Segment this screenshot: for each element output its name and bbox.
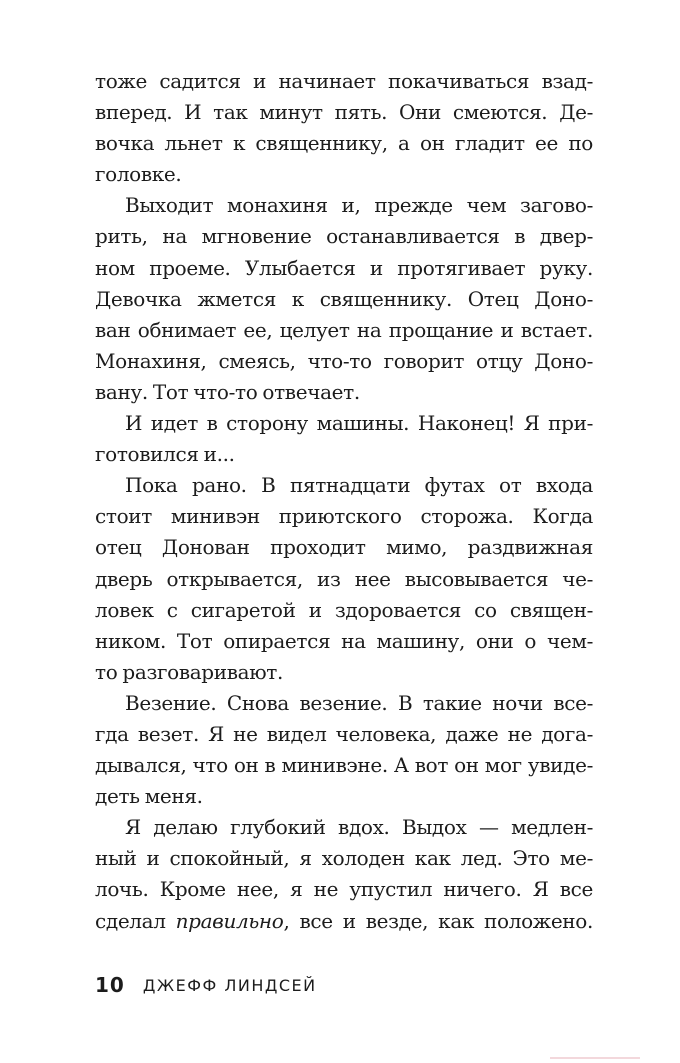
text-run: сделал (95, 908, 176, 933)
text-line: дывался, что он в минивэне. А вот он мог увиде- (95, 753, 593, 778)
text-line: головке. (95, 162, 182, 187)
text-line: вочка льнет к священнику, а он гладит ее по (95, 131, 593, 156)
text-line: Девочка жмется к священнику. Отец Донo- (95, 286, 593, 311)
paragraph (95, 688, 593, 812)
text-line: Пока рано. В пятнадцати футах от входа (125, 473, 593, 498)
emphasized-word: правильно (175, 908, 284, 933)
text-line: дверь открывается, из нее высовывается че- (95, 566, 593, 591)
text-line: Везение. Снова везение. В такие ночи все- (125, 690, 593, 715)
paragraph (95, 66, 593, 190)
text-line: ником. Тот опирается на машину, они о чем- (95, 628, 593, 653)
text-line: лочь. Кроме нее, я не упустил ничего. Я все (95, 877, 593, 902)
text-line: ном проеме. Улыбается и протягивает руку. (95, 255, 593, 280)
text-line: деть меня. (95, 784, 203, 809)
text-line: отец Донован проходит мимо, раздвижная (95, 535, 593, 560)
text-line-final (95, 906, 593, 937)
paragraph (95, 408, 593, 470)
text-line: вану. Тот что-то отвечает. (95, 379, 360, 404)
text-line: вперед. И так минут пять. Они смеются. Де- (95, 100, 593, 125)
text-line: ный и спокойный, я холоден как лед. Это ме- (95, 846, 593, 871)
paragraph (95, 812, 593, 936)
text-line: Я делаю глубокий вдох. Выдох — медлен- (125, 815, 593, 840)
paragraph (95, 470, 593, 688)
text-line: Монахиня, смеясь, что-то говорит отцу Доно- (95, 348, 593, 373)
text-line: тоже садится и начинает покачиваться взад- (95, 69, 593, 93)
page-footer (95, 972, 317, 998)
text-run: , все и везде, как положено. (283, 908, 593, 933)
text-line: ван обнимает ее, целует на прощание и встает. (95, 317, 593, 342)
text-line: рить, на мгновение останавливается в двер- (95, 224, 593, 249)
page-number: 10 (95, 973, 125, 997)
text-line: гда везет. Я не видел человека, даже не дога- (95, 721, 593, 746)
running-head-author: ДЖЕФФ ЛИНДСЕЙ (142, 975, 317, 995)
body-text (95, 66, 593, 937)
paragraph (95, 190, 593, 408)
text-line: готовился и... (95, 442, 235, 467)
text-line: то разговаривают. (95, 659, 284, 684)
text-line: И идет в сторону машины. Наконец! Я при- (125, 411, 593, 436)
text-line: Выходит монахиня и, прежде чем загово- (125, 193, 593, 218)
text-line: стоит минивэн приютского сторожа. Когда (95, 504, 593, 529)
text-line: ловек с сигаретой и здоровается со священ- (95, 597, 593, 622)
scan-edge-mark (550, 1057, 640, 1059)
